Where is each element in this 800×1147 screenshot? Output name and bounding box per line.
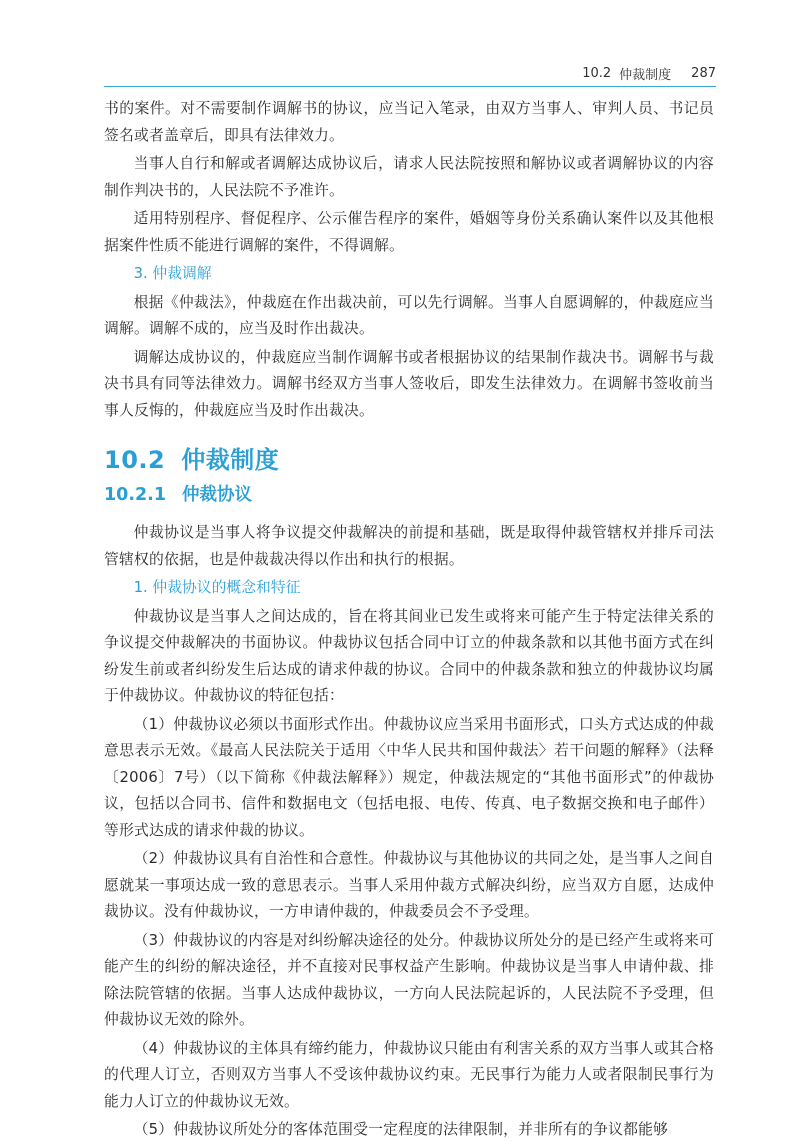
page-number: 287: [691, 65, 716, 81]
paragraph-intro: 仲裁协议是当事人将争议提交仲裁解决的前提和基础，既是取得仲裁管辖权并排斥司法管辖权的依据，也是仲裁裁决得以作出和执行的根据。: [104, 524, 714, 568]
list-item: （5）仲裁协议所处分的客体范围受一定程度的法律限制，并非所有的争议都能够: [133, 1121, 669, 1138]
header-rule: [104, 86, 716, 87]
paragraph: 仲裁协议是当事人之间达成的，旨在将其间业已发生或将来可能产生于特定法律关系的争议提交仲裁解决的书面协议。仲裁协议包括合同中订立的仲裁条款和以其他书面方式在纠纷发生前或者纠纷发生后达成的请求仲裁的协议。合同中的仲裁条款和独立的仲裁协议均属于仲裁协议。仲裁协议的特征包括：: [104, 607, 714, 704]
subheading-concept: 1. 仲裁协议的概念和特征: [133, 579, 301, 596]
list-item: （1）仲裁协议必须以书面形式作出。仲裁协议应当采用书面形式，口头方式达成的仲裁意思表示无效。《最高人民法院关于适用〈中华人民共和国仲裁法〉若干问题的解释》（法释〔2006〕7号）（以下简称《仲裁法解释》）规定，仲裁法规定的“其他书面形式”的仲裁协议，包括以合同书、信件和数据电文（包括电报、电传、传真、电子数据交换和电子邮件）等形式达成的请求仲裁的协议。: [104, 715, 714, 839]
section-heading: [104, 440, 714, 480]
paragraph: 适用特别程序、督促程序、公示催告程序的案件，婚姻等身份关系确认案件以及其他根据案件性质不能进行调解的案件，不得调解。: [104, 210, 714, 254]
subsection-heading: [104, 480, 714, 510]
list-item: （3）仲裁协议的内容是对纠纷解决途径的处分。仲裁协议所处分的是已经产生或将来可能产生的纠纷的解决途径，并不直接对民事权益产生影响。仲裁协议是当事人申请仲裁、排除法院管辖的依据。当事人达成仲裁协议，一方向人民法院起诉的，人民法院不予受理，但仲裁协议无效的除外。: [104, 931, 714, 1028]
list-item: （2）仲裁协议具有自治性和合意性。仲裁协议与其他协议的共同之处，是当事人之间自愿就某一事项达成一致的意思表示。当事人采用仲裁方式解决纠纷，应当双方自愿，达成仲裁协议。没有仲裁协议，一方申请仲裁的，仲裁委员会不予受理。: [104, 850, 714, 920]
subsection-number: 10.2.1: [104, 485, 167, 505]
paragraph-continued: 书的案件。对不需要制作调解书的协议，应当记入笔录，由双方当事人、审判人员、书记员签名或者盖章后，即具有法律效力。: [104, 100, 714, 144]
subsection-title: 仲裁协议: [182, 485, 253, 505]
header-section-number: 10.2: [582, 65, 612, 81]
header-section-title: 仲裁制度: [619, 67, 672, 83]
paragraph: 根据《仲裁法》，仲裁庭在作出裁决前，可以先行调解。当事人自愿调解的，仲裁庭应当调解。调解不成的，应当及时作出裁决。: [104, 293, 714, 337]
paragraph: 当事人自行和解或者调解达成协议后，请求人民法院按照和解协议或者调解协议的内容制作判决书的，人民法院不予准许。: [104, 155, 714, 199]
list-item: （4）仲裁协议的主体具有缔约能力，仲裁协议只能由有利害关系的双方当事人或其合格的代理人订立，否则双方当事人不受该仲裁协议约束。无民事行为能力人或者限制民事行为能力人订立的仲裁协议无效。: [104, 1039, 714, 1110]
section-number: 10.2: [104, 446, 166, 474]
paragraph: 调解达成协议的，仲裁庭应当制作调解书或者根据协议的结果制作裁决书。调解书与裁决书具有同等法律效力。调解书经双方当事人签收后，即发生法律效力。在调解书签收前当事人反悔的，仲裁庭应当及时作出裁决。: [104, 348, 714, 419]
page-body: [104, 96, 714, 1146]
running-header: [104, 62, 716, 84]
section-title: 仲裁制度: [181, 446, 280, 474]
subheading-arbitration-mediation: 3. 仲裁调解: [133, 265, 212, 282]
